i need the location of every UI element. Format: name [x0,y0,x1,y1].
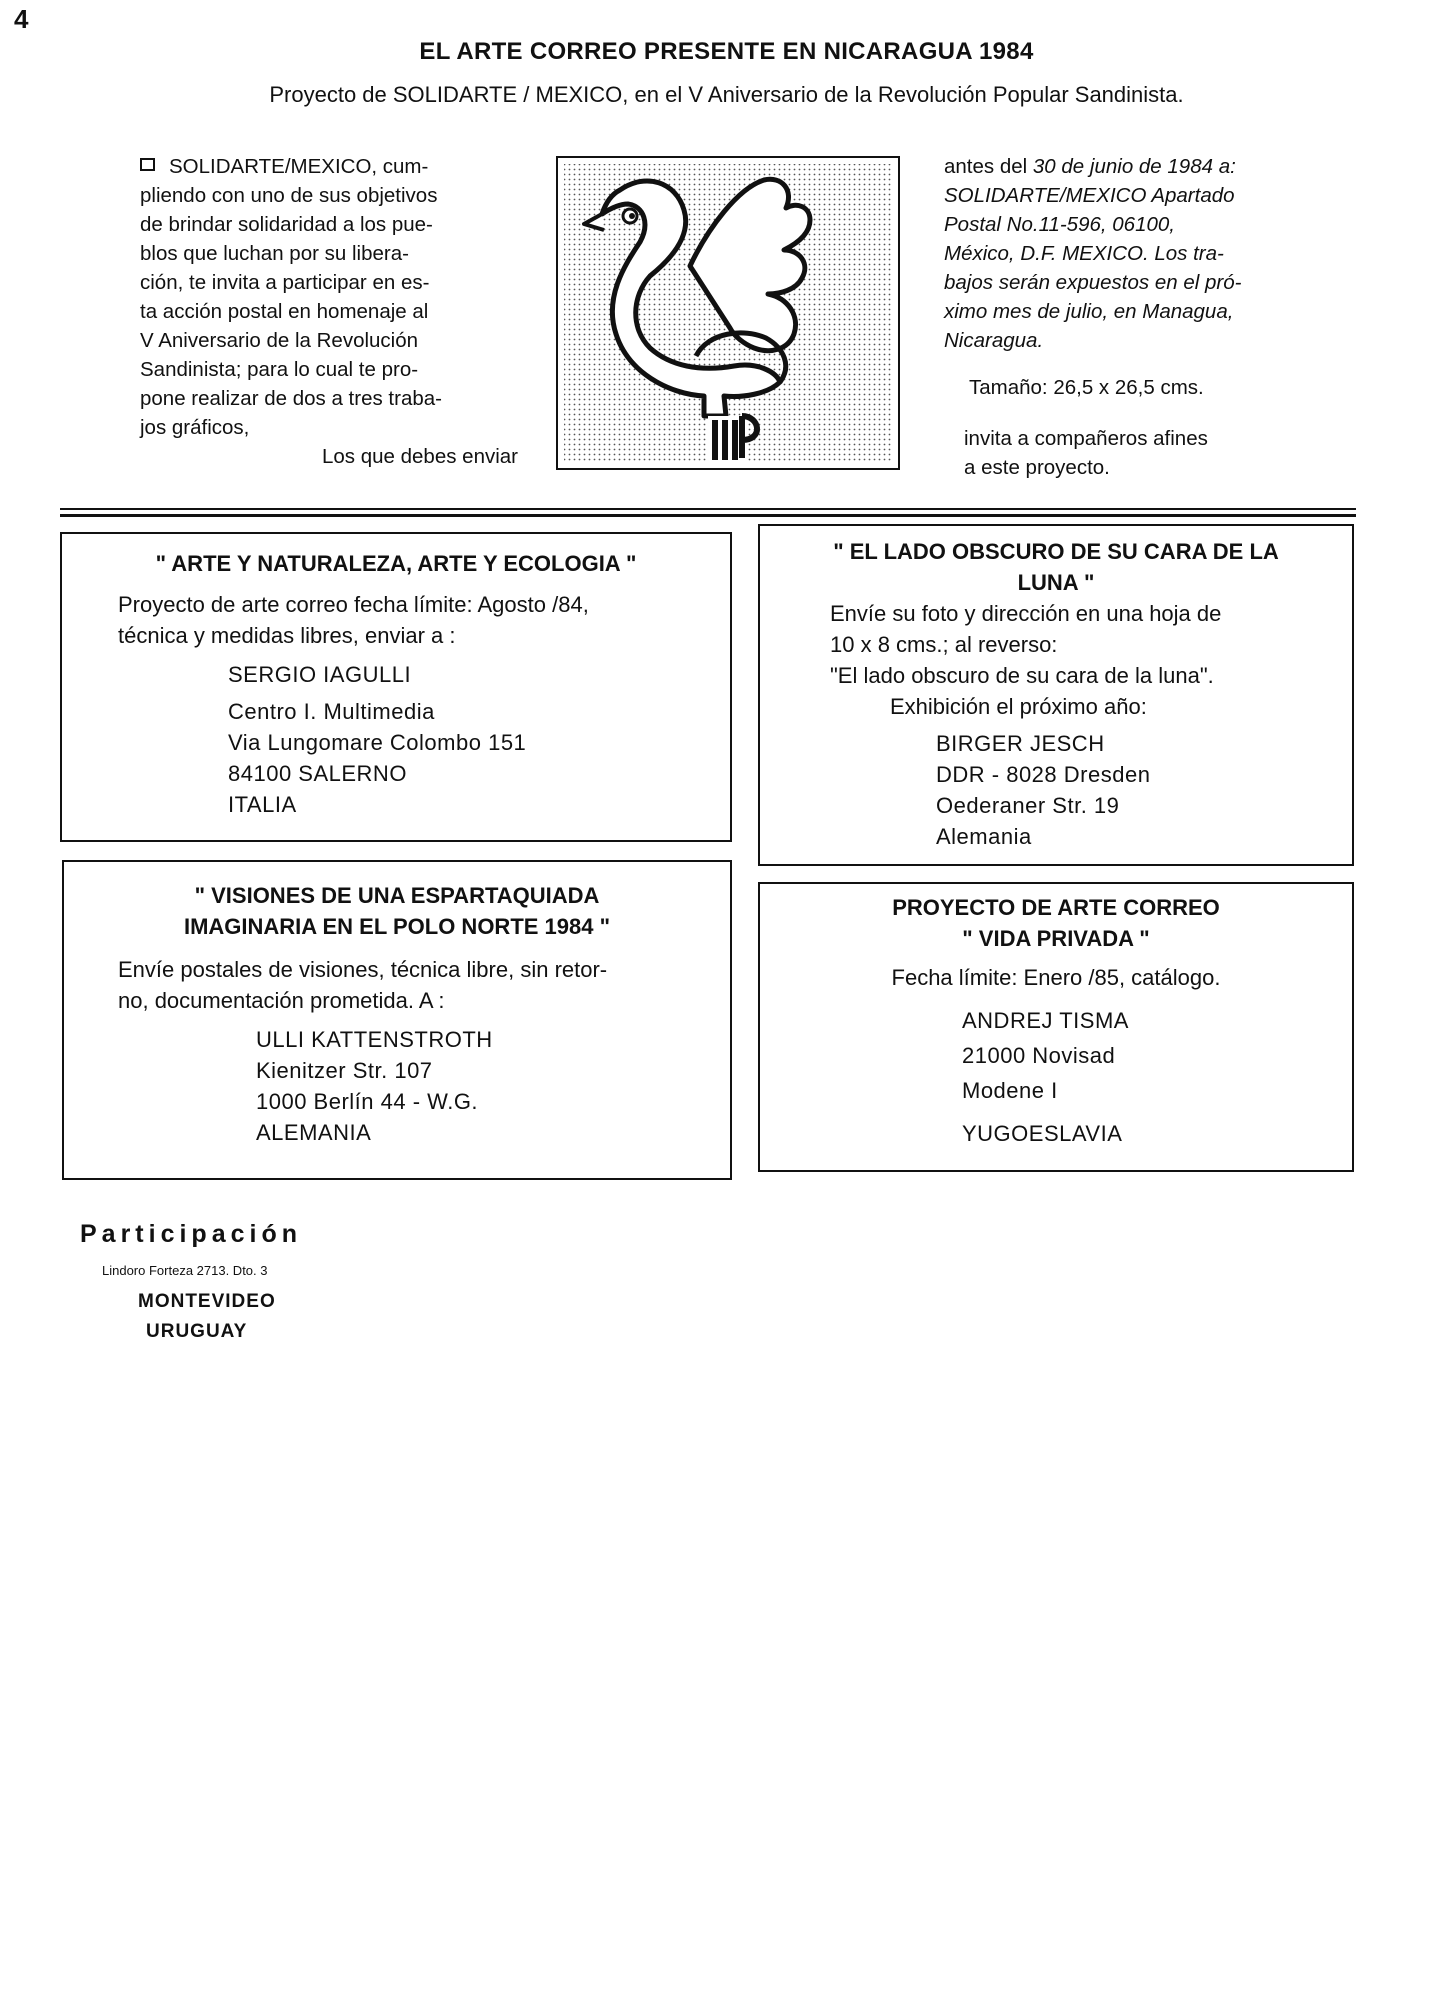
intro-left-line: ta acción postal en homenaje al [140,300,429,323]
invite-line: invita a compañeros afines [964,427,1208,450]
box-heading: PROYECTO DE ARTE CORREO [892,895,1220,920]
intro-left-column [140,152,518,471]
intro-left-line: Los que debes enviar [321,445,518,468]
address-line: DDR - 8028 Dresden [936,762,1151,787]
page-subtitle: Proyecto de SOLIDARTE / MEXICO, en el V Aniversario de la Revolución Popular Sandinista. [269,82,1184,107]
intro-right-line: bajos serán expuestos en el pró- [944,271,1242,294]
intro-right-line: antes del 30 de junio de 1984 a: [944,155,1236,178]
box-heading: " VIDA PRIVADA " [962,926,1150,951]
box-body-line: "El lado obscuro de su cara de la luna". [830,663,1214,688]
intro-right-line: SOLIDARTE/MEXICO Apartado [944,184,1235,207]
intro-left-line: ción, te invita a participar en es- [140,271,430,294]
address-line: Via Lungomare Colombo 151 [228,730,527,755]
address-line: 84100 SALERNO [228,761,407,786]
project-box-vida-privada [758,882,1354,1172]
intro-right-column [944,152,1314,482]
box-body-line: Proyecto de arte correo fecha límite: Agosto /84, [118,592,589,617]
box-body-line: 10 x 8 cms.; al reverso: [830,632,1058,657]
address-line: ALEMANIA [256,1120,372,1145]
poster-image [556,156,900,470]
box-heading: " EL LADO OBSCURO DE SU CARA DE LA [833,539,1279,564]
box-body-line: no, documentación prometida. A : [118,988,445,1013]
address-line: 1000 Berlín 44 - W.G. [256,1089,479,1114]
intro-right-line: ximo mes de julio, en Managua, [944,300,1234,323]
address-line: ITALIA [228,792,297,817]
intro-left-line: blos que luchan por su libera- [140,242,409,265]
box-body-line: Exhibición el próximo año: [890,694,1147,719]
box-heading: IMAGINARIA EN EL POLO NORTE 1984 " [183,914,611,939]
box-heading: LUNA " [1017,570,1095,595]
dove-icon [558,158,898,468]
size-text: Tamaño: 26,5 x 26,5 cms. [969,376,1204,399]
publisher-city-name: MONTEVIDEO [138,1291,276,1312]
intro-right-line: México, D.F. MEXICO. Los tra- [944,242,1224,265]
address-line: BIRGER JESCH [936,731,1105,756]
box-body-line: técnica y medidas libres, enviar a : [118,623,456,648]
address-line: Alemania [936,824,1032,849]
box-body-line: Envíe su foto y dirección en una hoja de [830,601,1222,626]
address-line: ULLI KATTENSTROTH [256,1027,493,1052]
intro-left-line: SOLIDARTE/MEXICO, cum- [140,152,518,181]
publisher-city [138,1287,276,1347]
page-number: 4 [14,4,29,34]
address-line: SERGIO IAGULLI [228,662,412,687]
page-title: EL ARTE CORREO PRESENTE EN NICARAGUA 1984 [419,38,1034,65]
publisher-country: URUGUAY [146,1321,248,1342]
address-line: Modene I [962,1078,1058,1103]
divider [60,508,1356,510]
address-line: ANDREJ TISMA [962,1008,1129,1033]
box-body-line: Envíe postales de visiones, técnica libre, sin retor- [118,957,608,982]
project-box-lado-obscuro [758,524,1354,866]
project-box-arte-naturaleza [60,532,732,842]
project-box-visiones [62,860,732,1180]
invite-line: a este proyecto. [964,456,1110,479]
intro-left-line: pliendo con uno de sus objetivos [140,184,438,207]
square-bullet-icon [140,158,155,171]
address-line: Oederaner Str. 19 [936,793,1120,818]
intro-left-line: Sandinista; para lo cual te pro- [140,358,419,381]
intro-left-line: jos gráficos, [140,416,250,439]
publisher-address: Lindoro Forteza 2713. Dto. 3 [102,1263,268,1278]
intro-right-line: Nicaragua. [944,329,1044,352]
box-body-line: Fecha límite: Enero /85, catálogo. [891,965,1221,990]
address-line: Kienitzer Str. 107 [256,1058,433,1083]
intro-right-line: Postal No.11-596, 06100, [944,213,1175,236]
box-heading: " ARTE Y NATURALEZA, ARTE Y ECOLOGIA " [155,551,637,576]
address-country: YUGOESLAVIA [962,1121,1123,1146]
intro-left-line: de brindar solidaridad a los pue- [140,213,433,236]
publisher-name: Participación [80,1220,302,1248]
address-line: Centro I. Multimedia [228,699,435,724]
address-line: 21000 Novisad [962,1043,1116,1068]
box-heading: " VISIONES DE UNA ESPARTAQUIADA [194,883,600,908]
divider [60,514,1356,517]
intro-left-line: pone realizar de dos a tres traba- [140,387,442,410]
intro-left-line: V Aniversario de la Revolución [140,329,419,352]
